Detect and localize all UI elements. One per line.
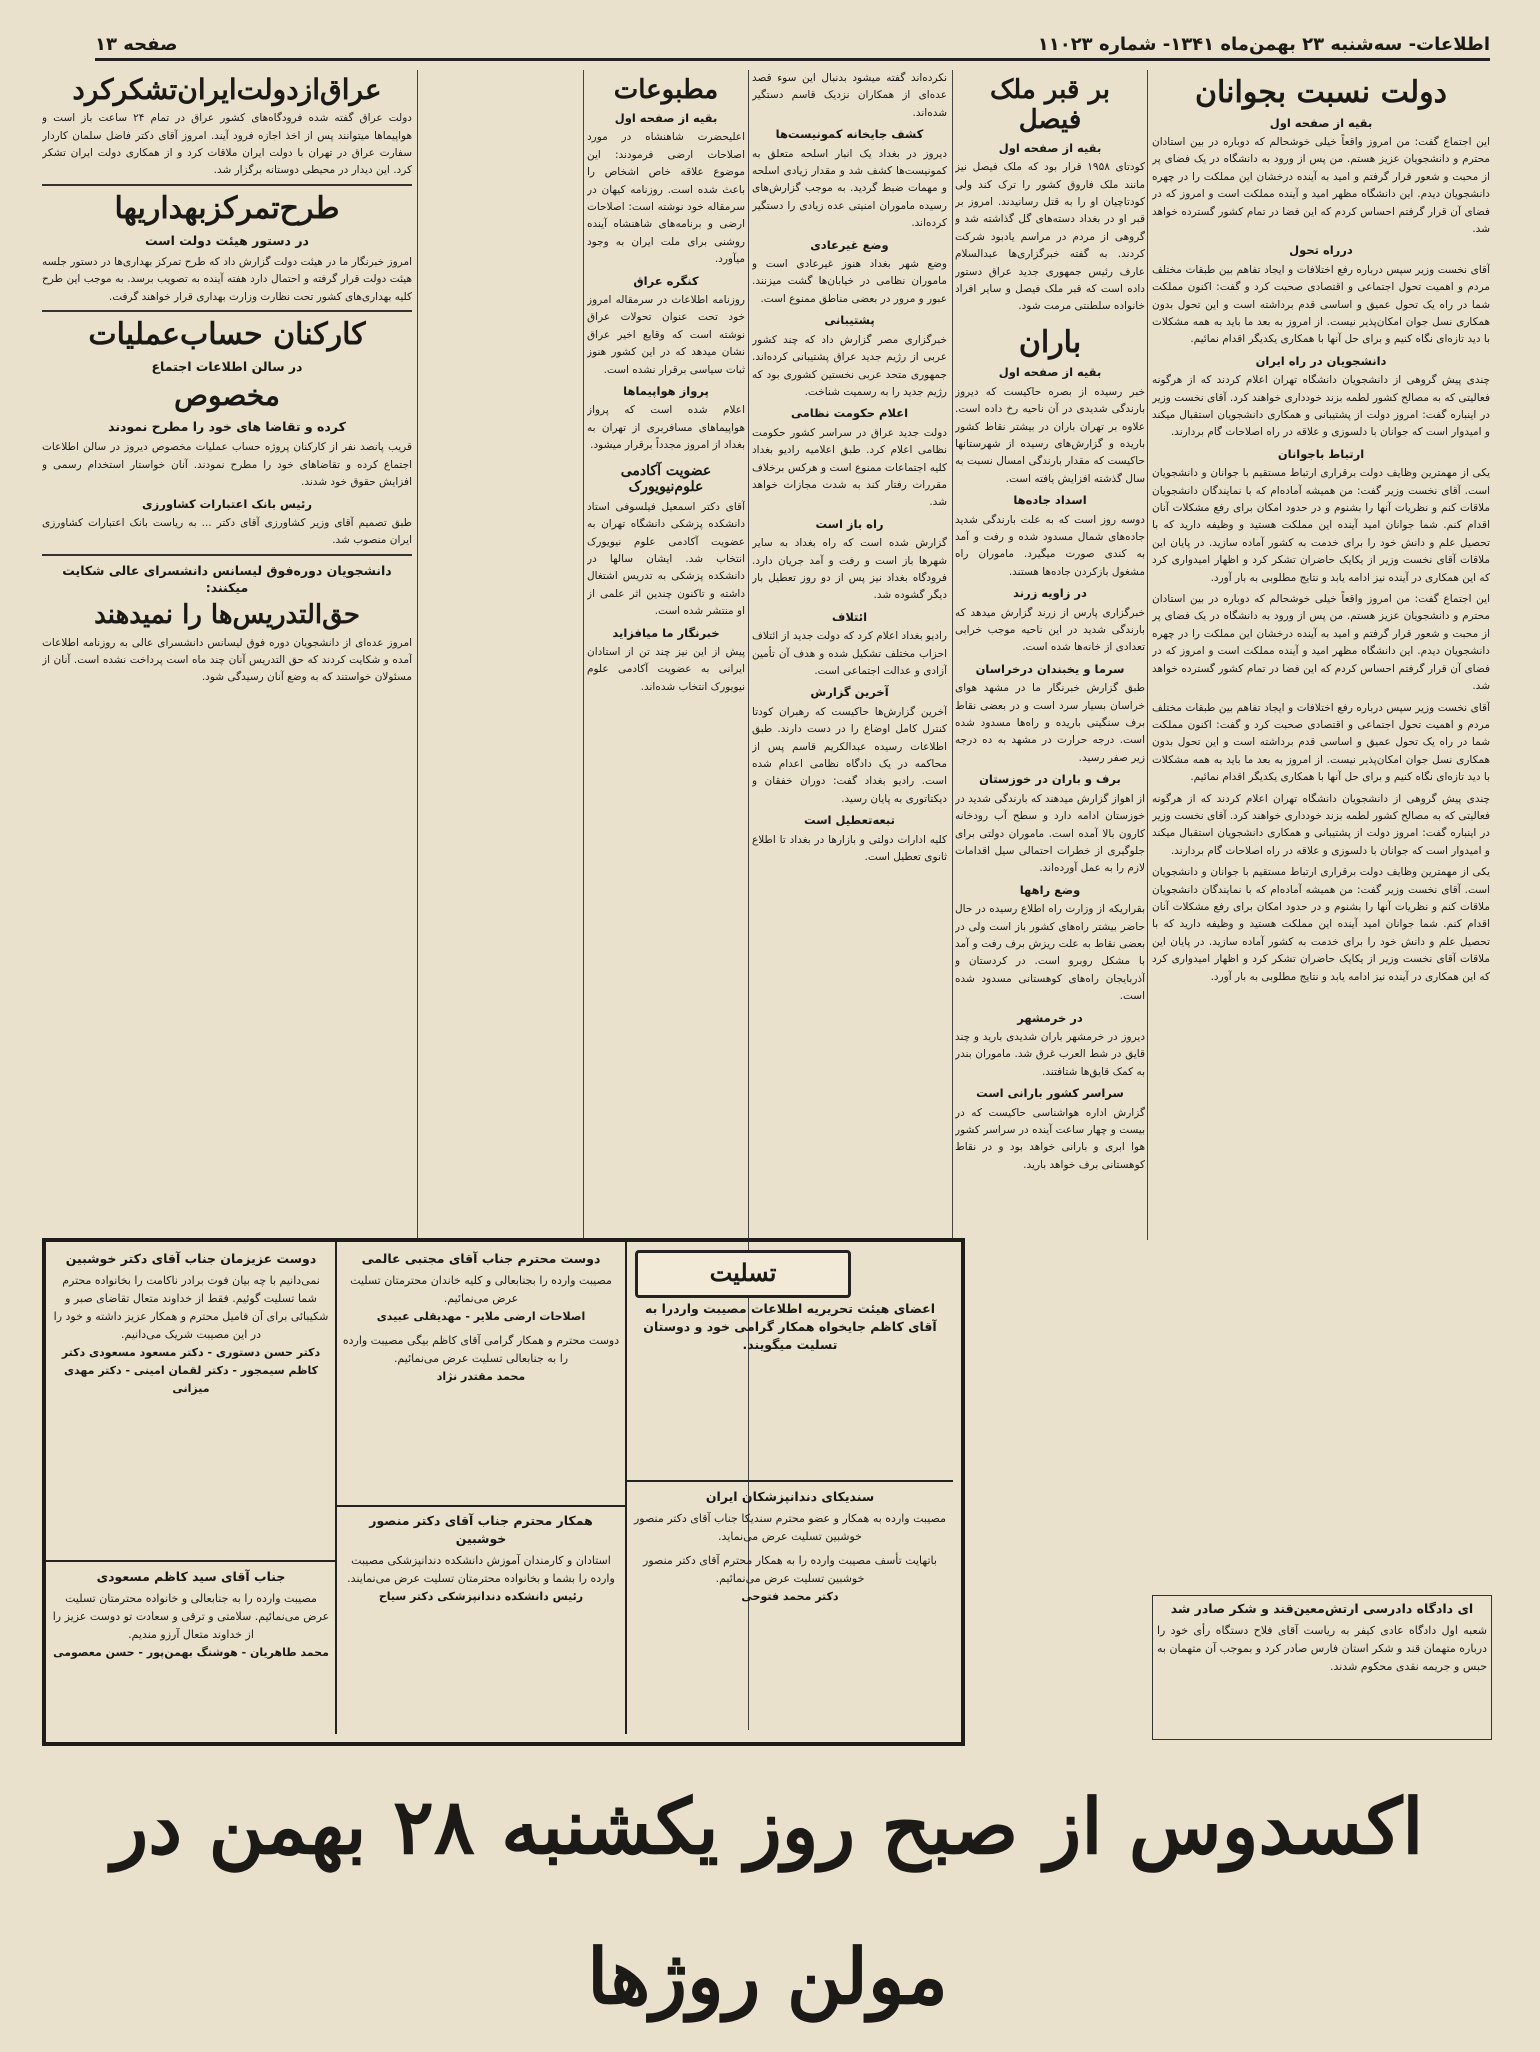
- body-text: آقای دکتر اسمعیل فیلسوفی استاد دانشکده پزشکی دانشگاه تهران به عضویت آکادمی علوم نیویورک انتخاب شد. ایشان سالها در دانشکده پزشکی به تدریس اشتغال داشته و تاکنون چندین اثر علمی از او منتشر شده است.: [587, 500, 745, 618]
- body-text: کلیه ادارات دولتی و بازارها در بغداد تا اطلاع ثانوی تعطیل است.: [752, 833, 947, 864]
- ad-body: مصیبت وارده به همکار و عضو محترم سندیکا جناب آقای دکتر منصور خوشبین تسلیت عرض می‌نماید.: [634, 1512, 946, 1543]
- article-iraq-coup: [752, 70, 947, 1235]
- ad-signature: دکتر حسن دستوری - دکتر مسعود مسعودی دکتر کاظم سیمجور - دکتر لقمان امینی - دکتر مهدی میزانی: [61, 1346, 321, 1395]
- ad-condolence: [342, 1250, 620, 1500]
- body-text: این اجتماع گفت: من امروز واقعاً خیلی خوشحالم که دوباره در بین استادان محترم و دانشجویان عزیز هستم. من پس از ورود به دانشگاه در یک فضای پر از محبت و شعور قرار گرفتم و امید به آینده درخشان این مملکت را در چهره دانشجویان دیدم. این دانشگاه مظهر امید و آینده مملکت است و امروز که در فضای آن قرار گرفتم احساس کردم که این فضا در تمام کشور گسترده خواهد شد.: [1152, 593, 1490, 693]
- ad-body: اعضای هیئت تحریریه اطلاعات مصیبت واردرا به آقای کاظم جایخواه همکار گرامی خود و دوستان تسلیت میگویند.: [643, 1301, 937, 1352]
- subheading: وضع غیرعادی: [810, 237, 889, 252]
- kicker: بقیه از صفحه اول: [998, 365, 1102, 380]
- subheading: در دستور هیئت دولت است: [145, 233, 309, 249]
- body-text: خبرگزاری مصر گزارش داد که چند کشور عربی از رژیم جدید عراق پشتیبانی کرده‌اند. جمهوری متحد عربی نخستین کشوری بود که رژیم جدید را به رسمیت شناخت.: [752, 333, 947, 398]
- column-rule: [952, 70, 953, 1240]
- ad-body: دوست محترم و همکار گرامی آقای کاظم بیگی مصیبت وارده را به جنابعالی تسلیت عرض می‌نمائیم.: [342, 1334, 620, 1365]
- headline: دولت نسبت بجوانان: [1194, 75, 1448, 110]
- body-text: امروز خبرنگار ما در هیئت دولت گزارش داد که طرح تمرکز بهداری‌ها در دستور جلسه هیئت دولت قرار گرفته و احتمال دارد هفته آینده به تصویب برسد. به موجب این طرح کلیه بهداری‌های کشور تحت نظارت وزارت بهداری قرار خواهند گرفت.: [42, 255, 412, 303]
- subheading: خبرنگار ما میافزاید: [612, 625, 720, 640]
- section-divider: [42, 184, 412, 186]
- body-text: قریب پانصد نفر از کارکنان پروژه حساب عملیات مخصوص دیروز در سالن اطلاعات اجتماع کرده و تقاضاهای خود را مطرح نمودند. آنان خواستار استخدام رسمی و افزایش حقوق خود شدند.: [42, 441, 412, 489]
- subheading: ائتلاف: [831, 609, 868, 624]
- body-text: آقای نخست وزیر سپس درباره رفع اختلافات و ایجاد تفاهم بین طبقات مختلف مردم و اهمیت تحول اجتماعی و اقتصادی صحبت کرد و گفت: اکنون مملکت شما در راه یک تحول عمیق و اساسی قدم برداشته است و این تحول بدون همکاری نسل جوان امکان‌پذیر نیست. از امروز به بعد ما باید به همه مشکلات با دید تازه‌ای نگاه کنیم و برای حل آنها با همکاری یکدیگر اقدام نمائیم.: [1152, 263, 1490, 346]
- body-text: اعلام شده است که پرواز هواپیماهای مسافربری از تهران به بغداد از امروز مجدداً برقرار میشود.: [587, 404, 745, 452]
- ad-title: سندیکای دندانپزشکان ایران: [705, 1489, 875, 1504]
- body-text: پیش از این نیز چند تن از استادان ایرانی به عضویت آکادمی علوم نیویورک انتخاب شده‌اند.: [587, 646, 745, 693]
- subheading: سراسر کشور بارانی است: [976, 1086, 1124, 1101]
- body-text: خبر رسیده از بصره حاکیست که دیروز بارندگی شدیدی در آن ناحیه رخ داده است. علاوه بر تهران باران در بیشتر نقاط کشور باریده و گزارش‌های رسیده از شهرستانها حاکیست که مقدار بارندگی امسال نسبت به سال گذشته افزایش یافته است.: [955, 385, 1145, 485]
- subheading: در خرمشهر: [1017, 1010, 1083, 1025]
- article-iraq-thanks-and-briefs: [42, 70, 412, 1235]
- news-brief-court-verdict: [1152, 1595, 1492, 1740]
- headline: عضویت آکادمی علوم‌نیویورک: [620, 462, 712, 495]
- column-rule: [417, 70, 418, 1240]
- body-text: یکی از مهمترین وظایف دولت برقراری ارتباط مستقیم با جوانان و دانشجویان است. آقای نخست وزیر گفت: من همیشه آماده‌ام که با نمایندگان دانشجویان ملاقات کنم و نظریات آنها را بشنوم و در حدود امکان برای رفع مشکلات آنان اقدام کنم. شما جوانان امید آینده این مملکت هستید و وظیفه دارید که با تحصیل علم و دانش خود را برای خدمت به کشور آماده سازید. در پایان این ملاقات آقای نخست وزیر از یکایک حاضران تشکر کرد و اظهار امیدواری کرد که این همکاری در آینده نیز ادامه یابد و نتایج مطلوبی به بار آورد.: [1152, 467, 1490, 584]
- ad-signature: محمد طاهریان - هوشنگ بهمن‌پور - حسن معصومی: [53, 1646, 329, 1659]
- ad-condolence: [632, 1488, 948, 1733]
- subheading: تبعه‌تعطیل است: [804, 813, 895, 828]
- body-text: دیروز در خرمشهر باران شدیدی بارید و چند قایق در شط العرب غرق شد. ماموران بندر به کمک قایق‌ها شتافتند.: [955, 1030, 1145, 1078]
- body-text: دولت جدید عراق در سراسر کشور حکومت نظامی اعلام کرد. طبق اعلامیه رادیو بغداد کلیه اجتماعات ممنوع است و هرکس برخلاف مقررات رفتار کند به شدت مجازات خواهد شد.: [752, 426, 947, 509]
- body-text: طبق تصمیم آقای وزیر کشاورزی آقای دکتر ... به ریاست بانک اعتبارات کشاورزی ایران منصوب شد.: [42, 517, 412, 547]
- body-text: گزارش شده است که راه بغداد به سایر شهرها باز است و رفت و آمد جریان دارد. فرودگاه بغداد نیز پس از دو روز تعطیل بار دیگر گشوده شد.: [752, 537, 947, 602]
- cinema-banner: اکسدوس از صبح روز یکشنبه ۲۸ بهمن در مولن روژها: [111, 1782, 1424, 2021]
- ad-divider: [627, 1480, 953, 1482]
- ad-body: مصیبت وارده را به جنابعالی و خانواده محترمتان تسلیت عرض می‌نمائیم. سلامتی و ترقی و سعادت تو دوست عزیز را از خداوند متعال آرزو مندیم.: [52, 1592, 330, 1641]
- ad-condolence: [632, 1300, 948, 1475]
- ad-body: نمی‌دانیم با چه بیان فوت برادر ناکامت را بخانواده محترم شما تسلیت گوئیم. فقط از خداوند متعال تقاضای صبر و شکیبائی برای آن فامیل محترم و همکار عزیز داشته و خود را در این مصیبت شریک می‌دانیم.: [53, 1274, 329, 1341]
- headline: حق‌التدریس‌ها را نمیدهند: [94, 599, 360, 630]
- ad-body: مصیبت وارده را بجنابعالی و کلیه خاندان محترمتان تسلیت عرض می‌نمائیم.: [350, 1274, 612, 1305]
- ad-body: باتهایت تأسف مصیبت وارده را به همکار محترم آقای دکتر منصور خوشبین تسلیت عرض می‌نمائیم.: [643, 1554, 937, 1585]
- ad-signature: دکتر محمد فتوحی: [741, 1590, 839, 1603]
- subheading: در سالن اطلاعات اجتماع: [151, 359, 303, 375]
- subheading: کرده و تقاضا های خود را مطرح نمودند: [108, 419, 346, 435]
- subheading: در زاویه زرند: [1013, 586, 1087, 601]
- subheading: برف و باران در خوزستان: [979, 772, 1121, 787]
- ad-condolence: [52, 1568, 330, 1733]
- subheading: راه باز است: [815, 516, 884, 531]
- subheading: وضع راهها: [1019, 882, 1081, 897]
- ad-body: استادان و کارمندان آموزش دانشکده دندانپزشکی مصیبت وارده را بشما و بخانواده محترمتان تسلیت عرض می‌نمایند.: [347, 1554, 615, 1585]
- ad-divider: [337, 1505, 625, 1507]
- body-text: گزارش اداره هواشناسی حاکیست که در بیست و چهار ساعت آینده در سراسر کشور هوا ابری و بارانی خواهد بود و در نقاط کوهستانی برف خواهد بارید.: [955, 1106, 1145, 1171]
- body-text: امروز عده‌ای از دانشجویان دوره فوق لیسانس دانشسرای عالی به روزنامه اطلاعات آمده و شکایت کردند که حق التدریس آنان چند ماه است پرداخت نشده است. آنان از مسئولان خواستند که به وضع آنان رسیدگی شود.: [42, 636, 412, 684]
- body-text: این اجتماع گفت: من امروز واقعاً خیلی خوشحالم که دوباره در بین استادان محترم و دانشجویان عزیز هستم. من پس از ورود به دانشگاه در یک فضای پر از محبت و شعور قرار گرفتم و امید به آینده درخشان این مملکت را در چهره دانشجویان دیدم. این دانشگاه مظهر امید و آینده مملکت است و امروز که در فضای آن قرار گرفتم احساس کردم که این فضا در تمام کشور گسترده خواهد شد.: [1152, 135, 1490, 235]
- subheading: پشتیبانی: [824, 313, 875, 328]
- ad-title: جناب آقای سید کاظم مسعودی: [96, 1569, 286, 1584]
- ad-title: دوست محترم جناب آقای مجتبی عالمی: [361, 1251, 601, 1266]
- kicker: بقیه از صفحه اول: [998, 140, 1102, 155]
- body-text: خبرگزاری پارس از زرند گزارش میدهد که بارندگی شدید در این ناحیه موجب خرابی تعدادی از خانه‌ها شده است.: [955, 606, 1145, 654]
- ad-signature: محمد مقتدر نژاد: [436, 1370, 526, 1383]
- body-text: نکرده‌اند گفته میشود بدنبال این سوء قصد عده‌ای از همکاران نزدیک قاسم دستگیر شده‌اند.: [752, 72, 947, 119]
- ad-title: دوست عزیزمان جناب آقای دکتر خوشبین: [65, 1251, 317, 1266]
- subheading: دانشجویان در راه ایران: [1255, 353, 1387, 368]
- body-text: آقای نخست وزیر سپس درباره رفع اختلافات و ایجاد تفاهم بین طبقات مختلف مردم و اهمیت تحول اجتماعی و اقتصادی صحبت کرد و گفت: اکنون مملکت شما در راه یک تحول عمیق و اساسی قدم برداشته است و این تحول بدون همکاری نسل جوان امکان‌پذیر نیست. از امروز به بعد ما باید به همه مشکلات با دید تازه‌ای نگاه کنیم و برای حل آنها با همکاری یکدیگر اقدام نمائیم.: [1152, 701, 1490, 784]
- headline: باران: [1018, 324, 1082, 360]
- column-rule: [583, 70, 584, 1240]
- subheading: دانشجویان دوره‌فوق لیسانس دانشسرای عالی شکایت میکنند:: [62, 562, 392, 596]
- ad-signature: رئیس دانشکده دندانپزشکی دکتر سیاح: [378, 1590, 584, 1603]
- body-text: آخرین گزارش‌ها حاکیست که رهبران کودتا کنترل کامل اوضاع را در دست دارند. طبق اطلاعات رسیده عبدالکریم قاسم پس از محاکمه در یک دادگاه نظامی اعدام شده است. رادیو بغداد گفت: دوران خفقان و دیکتاتوری به پایان رسید.: [752, 705, 947, 805]
- subheading: درراه تحول: [1289, 243, 1353, 258]
- page-header: [95, 30, 1490, 61]
- subheading: اسداد جاده‌ها: [1013, 493, 1087, 508]
- article-press-review: [587, 70, 745, 1235]
- body-text: دولت عراق گفته شده فرودگاه‌های کشور عراق در تمام ۲۴ ساعت باز است و هواپیماها میتوانند پس از اخذ اجازه فرود آیند. امروز آقای دکتر فاضل سلمان کاردار سفارت عراق در تهران با دولت ایران ملاقات کرد و از همکاری دولت ایران تشکر کرد. این دیدار در محیطی دوستانه برگزار شد.: [42, 112, 412, 177]
- body-text: روزنامه اطلاعات در سرمقاله امروز خود تحت عنوان تحولات عراق نوشته است که وقایع اخیر عراق نشان میدهد که در این کشور هنوز ثبات سیاسی برقرار نشده است.: [587, 293, 745, 376]
- body-text: از اهواز گزارش میدهند که بارندگی شدید در خوزستان ادامه دارد و سطح آب رودخانه کارون بالا آمده است. ماموران دولتی برای جلوگیری از خطرات احتمالی سیل اقدامات لازم را به عمل آورده‌اند.: [955, 792, 1145, 875]
- ad-signature: اصلاحات ارضی ملایر - مهدیقلی عبیدی: [376, 1310, 586, 1323]
- headline: طرح‌تمرکزبهداریها: [114, 190, 340, 226]
- brief-title: ای دادگاه دادرسی ارتش‌معین‌قند و شکر صادر شد: [1170, 1601, 1474, 1616]
- body-text: وضع شهر بغداد هنوز غیرعادی است و ماموران نظامی در خیابان‌ها گشت میزنند. عبور و مرور در بعضی مناطق ممنوع است.: [752, 258, 947, 305]
- article-king-faisal-and-rain: [955, 70, 1145, 1760]
- header-page-number: صفحه ۱۳: [95, 33, 178, 55]
- section-divider: [42, 310, 412, 312]
- body-text: طبق گزارش خبرنگار ما در مشهد هوای خراسان بسیار سرد است و در بعضی نقاط برف سنگینی باریده و راه‌ها مسدود شده است. درجه حرارت در مشهد به ده درجه زیر صفر رسید.: [955, 682, 1145, 764]
- subheading: آخرین گزارش: [810, 685, 889, 700]
- ad-condolence: [342, 1512, 620, 1732]
- body-text: دیروز در بغداد یک انبار اسلحه متعلق به کمونیست‌ها کشف شد و مقدار زیادی اسلحه و مهمات ضبط گردید. به موجب گزارش‌های رسیده ماموران امنیتی عده زیادی را دستگیر کرده‌اند.: [752, 147, 947, 230]
- headline: عراق‌ازدولت‌ایران‌تشکرکرد: [72, 73, 382, 106]
- subheading: کنگره عراق: [633, 273, 699, 288]
- header-issue-info: اطلاعات- سه‌شنبه ۲۳ بهمن‌ماه ۱۳۴۱- شماره ۱۱۰۲۳: [1037, 33, 1490, 55]
- headline: بر قبر ملک فیصل: [989, 75, 1111, 135]
- column-rule: [1147, 70, 1148, 1240]
- article-government-youth: [1152, 70, 1490, 1770]
- body-text: کودتای ۱۹۵۸ قرار بود که ملک فیصل نیز مانند ملک فاروق کشور را ترک کند ولی کودتاچیان او را به قتل رسانیدند. امروز بر قبر او در بغداد دسته‌های گل گذاشته شد و گروهی از مردم در مراسم یادبود شرکت کردند. به گفته خبرگزاری‌ها عبدالسلام عارف رئیس جمهوری جدید عراق دستور داده است که قبر ملک فیصل و سایر افراد خانواده سلطنتی مرمت شود.: [955, 161, 1145, 313]
- subheading: سرما و یخبندان درخراسان: [975, 661, 1125, 676]
- body-text: رادیو بغداد اعلام کرد که دولت جدید از ائتلاف احزاب مختلف تشکیل شده و هدف آن تأمین آزادی و عدالت اجتماعی است.: [752, 630, 947, 677]
- subheading: اعلام حکومت نظامی: [790, 406, 909, 421]
- headline: کارکنان حساب‌عملیات: [88, 316, 366, 352]
- body-text: چندی پیش گروهی از دانشجویان دانشگاه تهران اعلام کردند که از هرگونه فعالیتی که به مصالح کشور لطمه بزند خودداری خواهند کرد. آقای نخست وزیر در اینباره گفت: امروز دولت از پشتیبانی و همکاری دانشجویان استقبال میکند و امیدوار است که جوانان با دلسوزی و علاقه در راه اصلاحات گام بردارند.: [1152, 374, 1490, 439]
- headline: مخصوص: [174, 378, 280, 412]
- subheading: ارتباط باجوانان: [1277, 446, 1365, 461]
- body-text: بقراریکه از وزارت راه اطلاع رسیده در حال حاضر بیشتر راه‌های کشور باز است ولی در بعضی نقاط به علت ریزش برف رفت و آمد با مشکل روبرو است. در کردستان و آذربایجان راه‌های کوهستانی مسدود شده است.: [955, 903, 1145, 1003]
- ad-divider: [335, 1242, 337, 1734]
- section-divider: [42, 554, 412, 556]
- body-text: دوسه روز است که به علت بارندگی شدید جاده‌های شمال مسدود شده و رفت و آمد به کندی صورت میگیرد. ماموران راه مشغول بازکردن جاده‌ها هستند.: [955, 513, 1145, 578]
- ad-title: همکار محترم جناب آقای دکتر منصور خوشبین: [369, 1513, 593, 1546]
- kicker: بقیه از صفحه اول: [1269, 115, 1373, 130]
- headline: مطبوعات: [613, 75, 719, 105]
- body-text: چندی پیش گروهی از دانشجویان دانشگاه تهران اعلام کردند که از هرگونه فعالیتی که به مصالح کشور لطمه بزند خودداری خواهند کرد. آقای نخست وزیر در اینباره گفت: امروز دولت از پشتیبانی و همکاری دانشجویان استقبال میکند و امیدوار است که جوانان با دلسوزی و علاقه در راه اصلاحات گام بردارند.: [1152, 792, 1490, 857]
- brief-body: شعبه اول دادگاه عادی کیفر به ریاست آقای فلاح دستگاه رأی خود را درباره متهمان قند و شکر استان فارس صادر کرد و بموجب آن متهمان به حبس و جریمه نقدی محکوم شدند.: [1157, 1624, 1487, 1673]
- ad-condolence: [52, 1250, 330, 1555]
- subheading: پرواز هواپیماها: [623, 383, 709, 398]
- condolence-title-box: تسلیت: [635, 1250, 851, 1298]
- body-text: اعلیحضرت شاهنشاه در مورد اصلاحات ارضی فرمودند: این موضوع علاقه خاص اشخاص را باعث شده است. روزنامه کیهان در سرمقاله خود نوشته است: اصلاحات ارضی و برنامه‌های شاهنشاه آینده روشنی برای ملت ایران به وجود میآورد.: [587, 131, 745, 266]
- subheading: کشف جایخانه کمونیست‌ها: [775, 127, 924, 142]
- body-text: یکی از مهمترین وظایف دولت برقراری ارتباط مستقیم با جوانان و دانشجویان است. آقای نخست وزیر گفت: من همیشه آماده‌ام که با نمایندگان دانشجویان ملاقات کنم و نظریات آنها را بشنوم و در حدود امکان برای رفع مشکلات آنان اقدام کنم. شما جوانان امید آینده این مملکت هستید و وظیفه دارید که با تحصیل علم و دانش خود را برای خدمت به کشور آماده سازید. در پایان این ملاقات آقای نخست وزیر از یکایک حاضران تشکر کرد و اظهار امیدواری کرد که این همکاری در آینده نیز ادامه یابد و نتایج مطلوبی به بار آورد.: [1152, 866, 1490, 983]
- subheading: رئیس بانک اعتبارات کشاورزی: [142, 496, 312, 511]
- kicker: بقیه از صفحه اول: [614, 110, 718, 125]
- ad-divider: [46, 1560, 335, 1562]
- ad-divider: [625, 1242, 627, 1734]
